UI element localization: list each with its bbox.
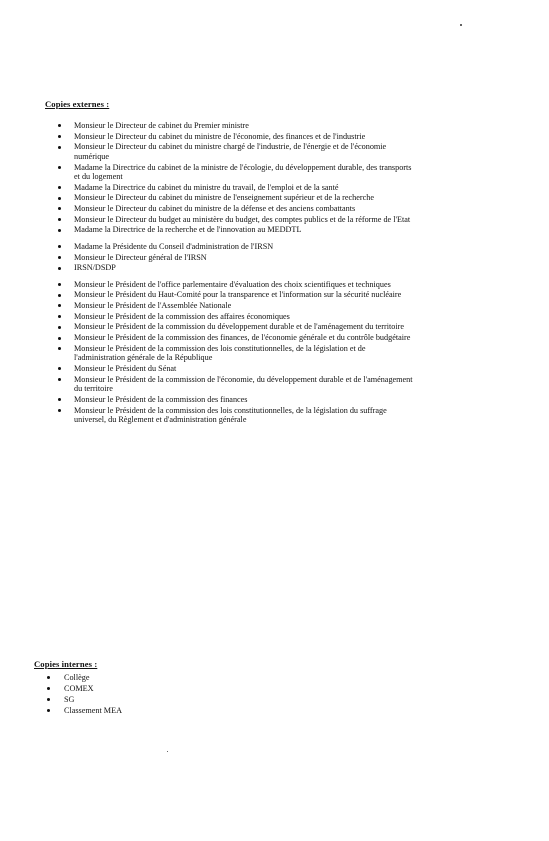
bullet-icon: [58, 245, 61, 248]
list-item: [58, 121, 418, 130]
bullet-icon: [58, 229, 61, 232]
list-item: [58, 280, 418, 289]
bullet-icon: [58, 326, 61, 329]
list-item-text: Monsieur le Directeur du cabinet du ministre chargé de l'industrie, de l'énergie et de l'économie numérique: [74, 142, 387, 161]
list-item-text: Monsieur le Directeur du cabinet du ministre de la défense et des anciens combattants: [74, 204, 356, 214]
bullet-icon: [58, 304, 61, 307]
bullet-icon: [58, 135, 61, 138]
list-item: [58, 344, 418, 363]
bullet-icon: [58, 124, 61, 127]
bullet-icon: [58, 378, 61, 381]
bullet-icon: [58, 186, 61, 189]
bullet-icon: [58, 166, 61, 169]
list-item-text: Monsieur le Président de la commission des finances, de l'économie générale et du contrôle budgétaire: [74, 333, 411, 343]
list-item: [58, 395, 418, 404]
scan-speck: [167, 751, 168, 752]
bullet-icon: [58, 398, 61, 401]
list-item-text: Monsieur le Directeur du cabinet du ministre de l'économie, des finances et de l'industrie: [74, 131, 366, 141]
list-item-text: Monsieur le Directeur général de l'IRSN: [74, 252, 207, 262]
bullet-icon: [58, 347, 61, 350]
list-item-text: Madame la Directrice du cabinet du ministre du travail, de l'emploi et de la santé: [74, 182, 339, 192]
bullet-icon: [58, 146, 61, 149]
list-item: [58, 225, 418, 234]
bullet-icon: [58, 294, 61, 297]
list-item: [58, 193, 418, 202]
list-item: [58, 183, 418, 192]
list-item-text: Monsieur le Président du Haut-Comité pour la transparence et l'information sur la sécurité nucléaire: [74, 290, 402, 300]
list-item: [58, 263, 418, 272]
bullet-icon: [58, 283, 61, 286]
list-item-text: Monsieur le Président de l'Assemblée Nationale: [74, 301, 232, 311]
list-item-text: Monsieur le Président du Sénat: [74, 363, 177, 373]
list-item-text: Monsieur le Directeur de cabinet du Premier ministre: [74, 121, 249, 130]
list-item-text: Collège: [64, 673, 90, 682]
list-item: [58, 215, 418, 224]
internal-copies-list: [47, 673, 247, 717]
bullet-icon: [58, 256, 61, 259]
bullet-icon: [47, 709, 50, 712]
list-item-text: Monsieur le Directeur du budget au ministère du budget, des comptes publics et de la réforme de l'Etat: [74, 214, 411, 224]
list-item-text: Monsieur le Président de l'office parlementaire d'évaluation des choix scientifiques et techniques: [74, 279, 391, 289]
list-item-text: SG: [64, 695, 75, 704]
list-item: [58, 242, 418, 251]
list-item-text: Monsieur le Président de la commission des lois constitutionnelles, de la législation du suffrage universel, du Règlement et d'administration générale: [74, 405, 387, 424]
list-item: [58, 406, 418, 425]
list-item: [58, 322, 418, 331]
list-item: [58, 132, 418, 141]
list-item-text: Monsieur le Président de la commission des lois constitutionnelles, de la législation et de l'administration générale de la République: [74, 343, 366, 363]
list-item-text: COMEX: [64, 684, 94, 693]
bullet-icon: [58, 197, 61, 200]
scan-speck: [460, 24, 462, 26]
bullet-icon: [58, 367, 61, 370]
list-item: [47, 706, 247, 715]
list-item: [58, 333, 418, 342]
list-item: [58, 163, 418, 182]
bullet-icon: [58, 267, 61, 270]
external-copies-list: [58, 121, 418, 426]
list-item-text: Classement MEA: [64, 706, 122, 715]
bullet-icon: [58, 207, 61, 210]
internal-copies-heading: Copies internes :: [34, 659, 98, 669]
list-item-text: Madame la Directrice de la recherche et de l'innovation au MEDDTL: [74, 225, 302, 235]
list-item: [58, 142, 418, 161]
list-item-text: Madame la Présidente du Conseil d'administration de l'IRSN: [74, 241, 274, 251]
list-item-text: IRSN/DSDP: [74, 263, 116, 273]
bullet-icon: [47, 687, 50, 690]
list-item-text: Monsieur le Président de la commission de l'économie, du développement durable et de l'aménagement du territoire: [74, 374, 413, 394]
list-item: [58, 375, 418, 394]
external-copies-heading: Copies externes :: [45, 99, 110, 109]
bullet-icon: [58, 337, 61, 340]
list-item-text: Monsieur le Président de la commission du développement durable et de l'aménagement du territoire: [74, 322, 405, 332]
list-item: [58, 290, 418, 299]
list-item-text: Madame la Directrice du cabinet de la ministre de l'écologie, du développement durable, des transports et du logement: [74, 162, 412, 181]
bullet-icon: [47, 698, 50, 701]
list-item-text: Monsieur le Président de la commission des finances: [74, 394, 248, 404]
bullet-icon: [58, 315, 61, 318]
list-item: [47, 673, 247, 682]
list-item: [58, 312, 418, 321]
list-item: [47, 684, 247, 693]
list-item: [58, 364, 418, 373]
list-item: [47, 695, 247, 704]
bullet-icon: [58, 218, 61, 221]
list-item: [58, 301, 418, 310]
list-item: [58, 204, 418, 213]
bullet-icon: [58, 409, 61, 412]
list-item-text: Monsieur le Président de la commission des affaires économiques: [74, 311, 290, 321]
list-item-text: Monsieur le Directeur du cabinet du ministre de l'enseignement supérieur et de la recherche: [74, 193, 374, 203]
list-item: [58, 253, 418, 262]
bullet-icon: [47, 676, 50, 679]
